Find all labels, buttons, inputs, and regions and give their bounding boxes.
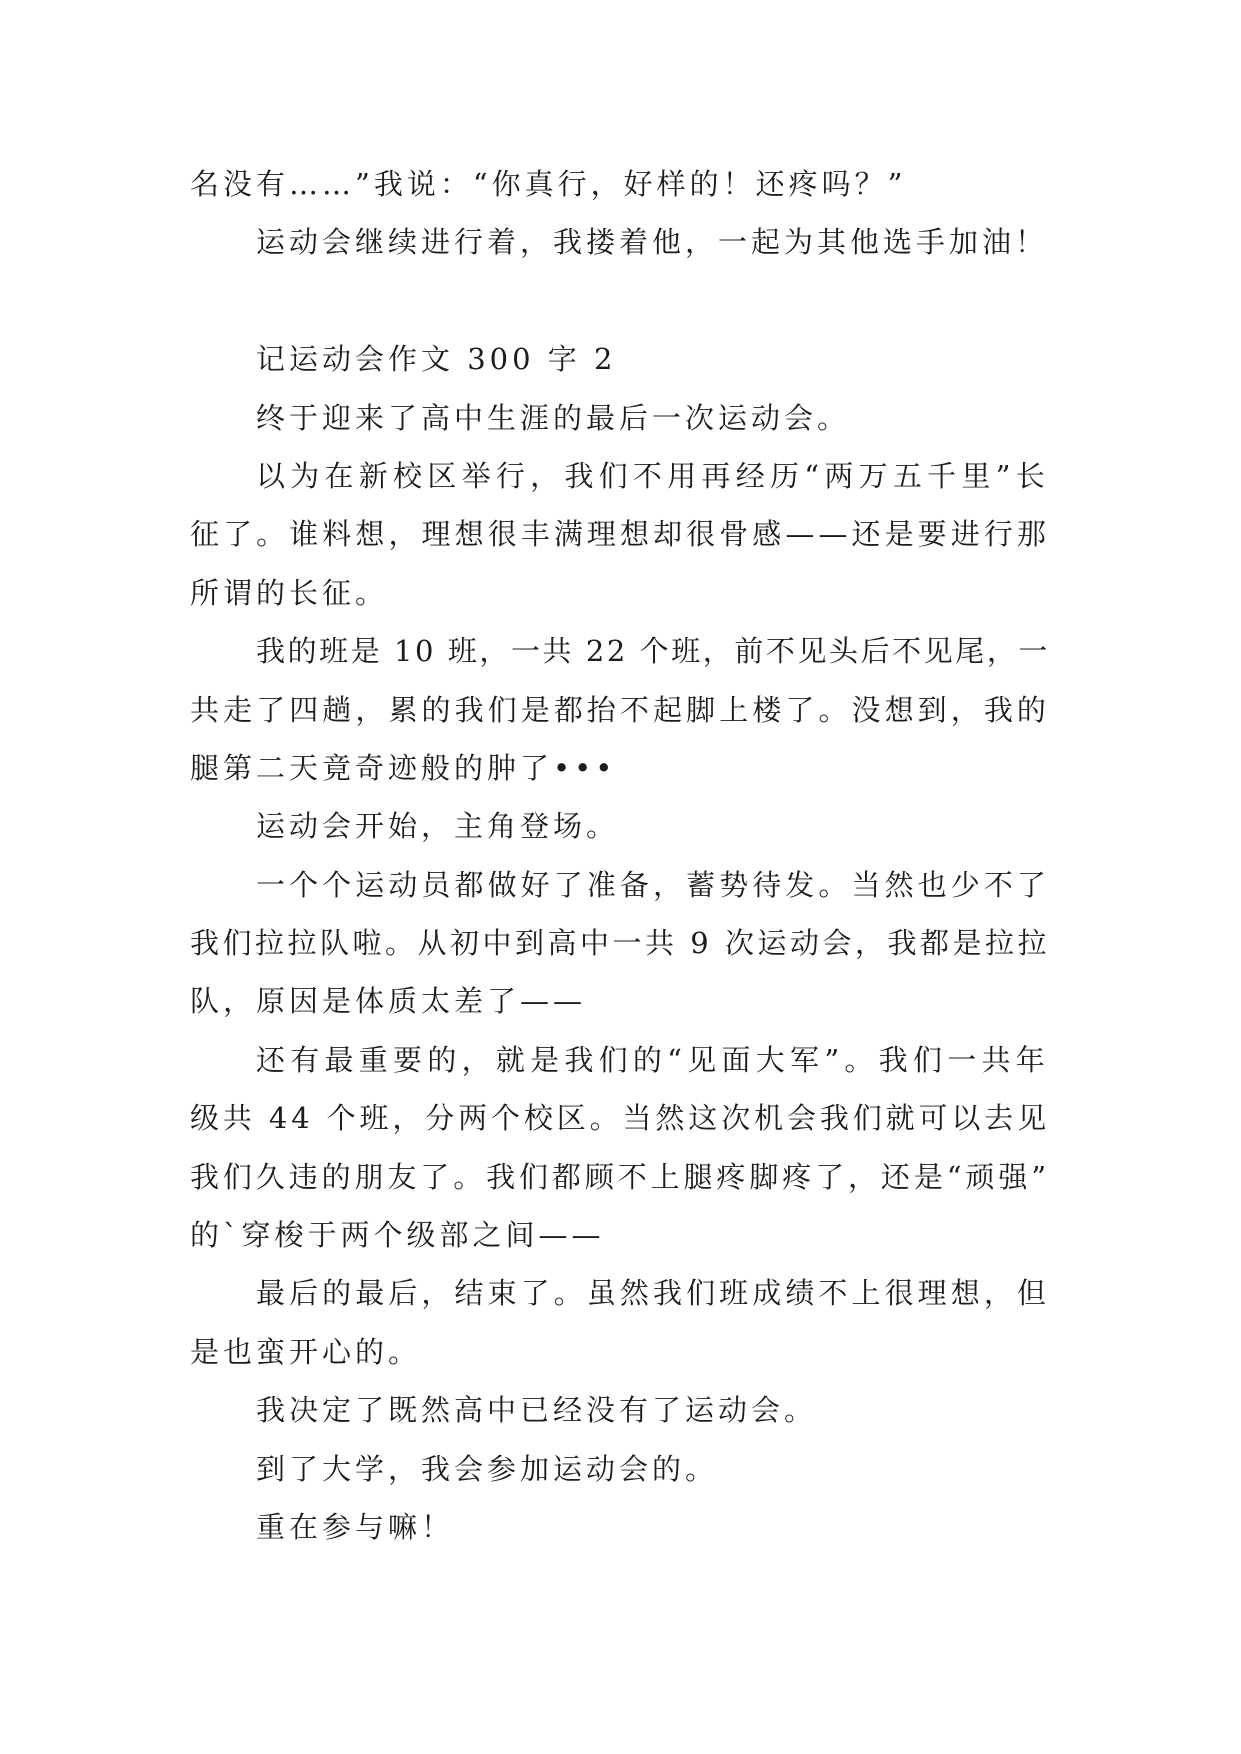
text-line [190, 1323, 1060, 1381]
paragraph [190, 155, 1060, 213]
line-text: 最后的最后，结束了。虽然我们班成绩不上很理想，但 [256, 1276, 1050, 1311]
line-text: 我们拉拉队啦。从初中到高中一共 9 次运动会，我都是拉拉 [190, 926, 1050, 961]
text-line [190, 1148, 1060, 1206]
text-line [190, 564, 1060, 622]
paragraph [190, 1031, 1060, 1265]
paragraph [190, 389, 1060, 447]
text-line [190, 1089, 1060, 1147]
text-line [190, 1206, 1060, 1264]
line-text: 的`穿梭于两个级部之间—— [190, 1218, 605, 1253]
line-text: 所谓的长征。 [190, 575, 389, 610]
paragraph [190, 622, 1060, 797]
line-text: 一个个运动员都做好了准备，蓄势待发。当然也少不了 [256, 867, 1050, 902]
line-text: 名没有……”我说：“你真行，好样的！还疼吗？” [190, 167, 907, 201]
text-line [190, 681, 1060, 739]
line-text: 是也蛮开心的。 [190, 1334, 422, 1369]
document-body [190, 155, 1060, 1556]
paragraph [190, 213, 1060, 271]
paragraph [190, 447, 1060, 622]
line-text: 运动会继续进行着，我搂着他，一起为其他选手加油！ [256, 225, 1049, 260]
heading-text: 记运动会作文 300 字 2 [256, 342, 617, 377]
text-line [190, 1264, 1060, 1322]
text-line [190, 856, 1060, 914]
text-line [190, 505, 1060, 563]
line-text: 到了大学，我会参加运动会的。 [256, 1451, 719, 1486]
line-text: 我的班是 10 班，一共 22 个班，前不见头后不见尾，一 [256, 634, 1050, 669]
text-line [190, 155, 1060, 213]
text-line [190, 797, 1060, 855]
text-line [190, 622, 1060, 680]
line-text: 队，原因是体质太差了—— [190, 984, 587, 1019]
text-line [190, 1440, 1060, 1498]
line-text: 重在参与嘛！ [256, 1509, 455, 1544]
line-text: 我决定了既然高中已经没有了运动会。 [256, 1393, 818, 1428]
text-line [190, 213, 1060, 271]
section-heading [190, 330, 1060, 388]
line-text: 以为在新校区举行，我们不用再经历“两万五千里”长 [256, 458, 1050, 493]
text-line [190, 389, 1060, 447]
paragraph [190, 1264, 1060, 1381]
text-line [190, 1031, 1060, 1089]
line-text: 腿第二天竟奇迹般的肿了••• [190, 750, 617, 785]
text-line [190, 739, 1060, 797]
text-line [190, 447, 1060, 505]
paragraph [190, 1498, 1060, 1556]
line-text: 还有最重要的，就是我们的“见面大军”。我们一共年 [256, 1042, 1050, 1077]
line-text: 级共 44 个班，分两个校区。当然这次机会我们就可以去见 [190, 1101, 1050, 1136]
text-line [190, 972, 1060, 1030]
text-line [190, 330, 1060, 388]
paragraph [190, 856, 1060, 1031]
line-text: 共走了四趟，累的我们是都抬不起脚上楼了。没想到，我的 [190, 692, 1050, 727]
line-text: 运动会开始，主角登场。 [256, 809, 620, 844]
text-line [190, 914, 1060, 972]
line-text: 征了。谁料想，理想很丰满理想却很骨感——还是要进行那 [190, 517, 1050, 552]
text-line [190, 1498, 1060, 1556]
line-text: 终于迎来了高中生涯的最后一次运动会。 [256, 400, 851, 435]
paragraph [190, 1440, 1060, 1498]
line-text: 我们久违的朋友了。我们都顾不上腿疼脚疼了，还是“顽强” [190, 1159, 1050, 1194]
text-line [190, 1381, 1060, 1439]
paragraph [190, 1381, 1060, 1439]
paragraph [190, 797, 1060, 855]
